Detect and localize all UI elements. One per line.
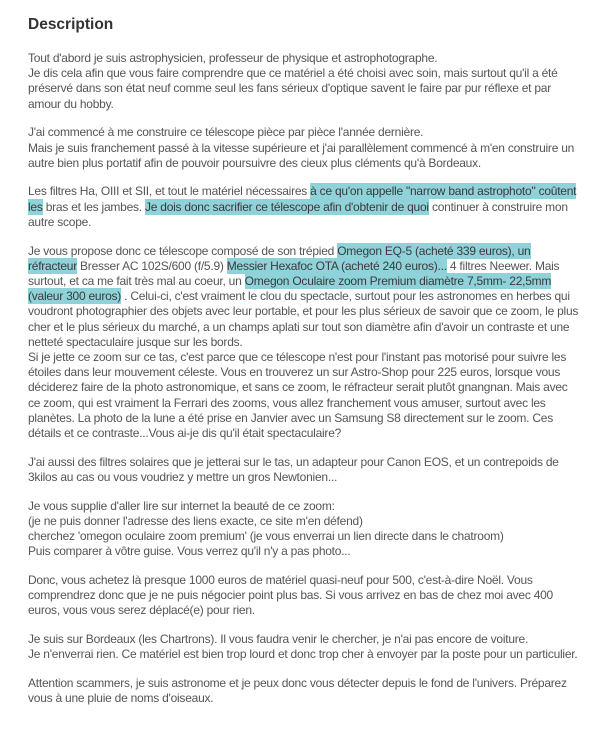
- text-segment: J'ai aussi des filtres solaires que je jetterai sur le tas, un adapteur pour Canon EOS, et un contrepoids de 3kilos au cas ou vous voudriez y mettre un gros Newtonien...: [28, 454, 559, 484]
- paragraph: [28, 51, 580, 112]
- paragraph-line: [28, 125, 580, 140]
- paragraph-line: [28, 529, 580, 544]
- paragraph-line: [28, 676, 580, 706]
- text-segment: Les filtres Ha, OIII et SII, et tout le matériel nécessaires: [28, 184, 311, 199]
- text-segment: Puis comparer à vôtre guise. Vous verrez qu'il n'y a pas photo...: [28, 544, 351, 559]
- highlighted-text: Omegon EQ-5 (acheté 339 euros), un réfracteur: [28, 243, 531, 273]
- text-segment: Bresser AC 102S/600 (f/5.9): [76, 258, 227, 273]
- text-segment: . Celui-ci, c'est vraiment le clou du spectacle, surtout pour les astronomes en herbes qui voudront photographier des objets avec leur portable, et pour les plus sérieux de savoir que ce zoom, le plus cher et le plus sérieux du marché, a un champs aplati sur tout son diamètre afin d'avoir un contraste et une netteté spectaculaire jusque sur les bords.: [28, 289, 579, 349]
- text-segment: bras et les jambes.: [42, 199, 145, 214]
- highlighted-text: à ce qu'on appelle "narrow band astrophoto" coûtent les: [28, 184, 577, 214]
- text-segment: J'ai commencé à me construire ce télescope pièce par pièce l'année dernière.: [28, 125, 424, 140]
- paragraph-line: [28, 350, 580, 441]
- text-segment: 4 filtres Neewer. Mais surtout, et ca me fait très mal au coeur, un: [28, 258, 560, 288]
- paragraph-line: [28, 544, 580, 559]
- text-segment: Je n'enverrai rien. Ce matériel est bien trop lourd et donc trop cher à envoyer par la poste pour un particulier.: [28, 647, 578, 662]
- highlighted-text: Omegon Oculaire zoom Premium diamètre 7,5mm- 22,5mm (valeur 300 euros): [28, 273, 552, 304]
- text-segment: continuer à construire mon autre scope.: [28, 199, 568, 229]
- text-segment: Tout d'abord je suis astrophysicien, professeur de physique et astrophotographe.: [28, 51, 438, 65]
- highlighted-text: Messier Hexafoc OTA (acheté 240 euros)...: [226, 258, 447, 273]
- text-segment: Je vous propose donc ce télescope composé de son trépied: [28, 243, 338, 258]
- paragraph: [28, 573, 580, 619]
- paragraph-line: [28, 184, 580, 230]
- paragraph-line: [28, 514, 580, 529]
- paragraph: [28, 499, 580, 560]
- paragraph-line: [28, 66, 580, 112]
- text-segment: Si je jette ce zoom sur ce tas, c'est parce que ce télescope n'est pour l'instant pas motorisé pour suivre les étoiles dans leur mouvement céleste. Vous en trouverez un sur Astro-Shop pour 225 euros, lorsque vous déciderez faire de la photo astronomique, et sans ce zoom, le réfracteur serait plutôt gnangnan. Mais avec ce zoom, qui est vraiment la Ferrari des zooms, vous allez franchement vous amuser, surtout avec les planètes. La photo de la lune a été prise en Janvier avec un Samsung S8 directement sur le zoom. Ces détails et ce contraste...Vous ai-je dis qu'il était spectaculaire?: [28, 349, 568, 440]
- paragraph-line: [28, 51, 580, 66]
- paragraph: [28, 184, 580, 230]
- paragraph-line: [28, 647, 580, 662]
- paragraph-line: [28, 244, 580, 350]
- text-segment: cherchez 'omegon oculaire zoom premium' (je vous enverrai un lien directe dans le chatroom): [28, 528, 504, 543]
- paragraph-line: [28, 141, 580, 171]
- paragraph: [28, 632, 580, 662]
- paragraph-line: [28, 499, 580, 514]
- text-segment: Je suis sur Bordeaux (les Chartrons). Il vous faudra venir le chercher, je n'ai pas encore de voiture.: [28, 632, 529, 646]
- text-segment: Donc, vous achetez là presque 1000 euros de matériel quasi-neuf pour 500, c'est-à-dire Noël. Vous comprendrez donc que je ne puis négocier point plus bas. Si vous arrivez en bas de chez moi avec 400 euros, vous vous serez déplacé(e) pour rien.: [28, 572, 553, 618]
- paragraph: [28, 125, 580, 171]
- description-title: Description: [28, 16, 114, 33]
- text-segment: Je vous supplie d'aller lire sur internet la beauté de ce zoom:: [28, 498, 335, 513]
- text-segment: Je dis cela afin que vous faire comprendre que ce matériel a été choisi avec soin, mais surtout qu'il a été préservé dans son état neuf comme seul les fans sérieux d'optique savent le faire par pur réflexe et par amour du hobby.: [28, 66, 558, 111]
- paragraph-line: [28, 632, 580, 647]
- text-segment: Attention scammers, je suis astronome et je peux donc vous détecter depuis le fond de l'univers. Préparez vous à une pluie de noms d'oiseaux.: [28, 675, 567, 706]
- paragraph-line: [28, 573, 580, 619]
- description-body: [28, 51, 580, 706]
- paragraph: [28, 455, 580, 485]
- highlighted-text: Je dois donc sacrifier ce télescope afin d'obtenir de quoi: [144, 199, 429, 214]
- paragraph: [28, 244, 580, 442]
- text-segment: (je ne puis donner l'adresse des liens exacte, ce site m'en défend): [28, 513, 363, 528]
- paragraph: [28, 676, 580, 706]
- text-segment: Mais je suis franchement passé à la vitesse supérieure et j'ai parallèlement commencé à m'en construire un autre bien plus portatif afin de pouvoir poursuivre des cieux plus cléments qu'à Bordeaux.: [28, 140, 575, 170]
- paragraph-line: [28, 455, 580, 485]
